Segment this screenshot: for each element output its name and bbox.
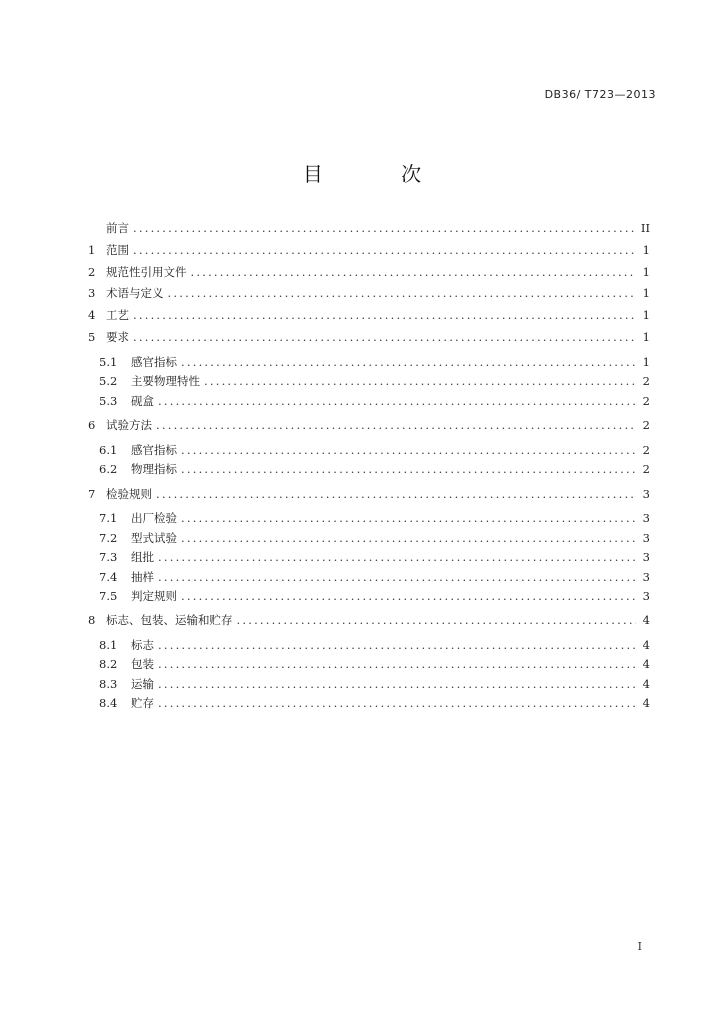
toc-entry-page: 2 [642, 374, 650, 389]
toc-entry-page: 2 [642, 442, 650, 457]
toc-entry-page: 2 [642, 417, 650, 432]
toc-entry-label: 物理指标 [131, 462, 177, 477]
toc-entry-label: 前言 [106, 221, 129, 235]
toc-entry-number: 6.1 [99, 442, 118, 457]
toc-entry-page: 4 [642, 696, 650, 711]
toc-leader-dots [237, 610, 637, 632]
toc-leader-dots [181, 509, 636, 528]
toc-entry-number: 7.2 [99, 530, 118, 545]
toc-entry-page: 1 [642, 354, 650, 369]
toc-entry[interactable] [88, 587, 650, 606]
toc-entry-page: 3 [642, 486, 650, 501]
toc-entry-label: 抽样 [131, 569, 154, 584]
toc-leader-dots [133, 240, 636, 262]
toc-entry-page: 4 [642, 676, 650, 691]
toc-entry-label: 感官指标 [131, 354, 177, 369]
toc-entry-label: 范围 [106, 242, 129, 257]
toc-entry[interactable] [88, 610, 650, 632]
toc-entry-label: 主要物理特性 [131, 374, 200, 389]
toc-entry-page: 3 [642, 550, 650, 565]
toc-entry-number: 6 [88, 417, 96, 432]
toc-entry-number: 8.1 [99, 638, 118, 653]
toc-leader-dots [133, 218, 636, 240]
toc-leader-dots [158, 675, 636, 694]
toc-entry-page: 4 [642, 613, 650, 628]
toc-entry[interactable] [88, 240, 650, 262]
toc-leader-dots [181, 353, 636, 372]
toc-entry-page: 1 [642, 308, 650, 323]
toc-leader-dots [133, 327, 636, 349]
toc-entry[interactable] [88, 548, 650, 567]
page-number: I [637, 940, 642, 953]
toc-leader-dots [133, 305, 636, 327]
toc-entry[interactable] [88, 415, 650, 437]
toc-leader-dots [156, 484, 636, 506]
toc-entry-label: 判定规则 [131, 588, 177, 603]
toc-entry-number: 1 [88, 242, 96, 257]
toc-entry-number: 5 [88, 329, 96, 344]
toc-leader-dots [158, 548, 636, 567]
toc-entry[interactable] [88, 460, 650, 479]
toc-entry-label: 组批 [131, 550, 154, 565]
toc-entry[interactable] [88, 694, 650, 713]
toc-leader-dots [158, 655, 636, 674]
toc-entry[interactable] [88, 283, 650, 305]
toc-title: 目 次 [302, 162, 458, 186]
toc-leader-dots [158, 568, 636, 587]
toc-entry[interactable] [88, 655, 650, 674]
toc-entry-number: 6.2 [99, 462, 118, 477]
toc-entry-label: 工艺 [106, 308, 129, 323]
toc-entry-page: 3 [642, 569, 650, 584]
toc-leader-dots [158, 694, 636, 713]
toc-entry-number: 7.1 [99, 511, 118, 526]
toc-leader-dots [156, 415, 636, 437]
toc-entry-page: 2 [642, 393, 650, 408]
toc-entry-page: 4 [642, 638, 650, 653]
toc-leader-dots [181, 460, 636, 479]
toc-leader-dots [204, 372, 636, 391]
toc-entry[interactable] [88, 529, 650, 548]
document-code: DB36/ T723—2013 [544, 88, 656, 101]
toc-entry-label: 运输 [131, 676, 154, 691]
toc-entry[interactable] [88, 218, 650, 240]
toc-entry[interactable] [88, 484, 650, 506]
toc-entry-label: 规范性引用文件 [106, 264, 187, 279]
toc-entry-number: 7.4 [99, 569, 118, 584]
toc-entry-page: 2 [642, 462, 650, 477]
toc-entry[interactable] [88, 636, 650, 655]
toc-entry-number: 8.2 [99, 657, 118, 672]
toc-entry-label: 检验规则 [106, 486, 152, 501]
toc-entry-number: 5.2 [99, 374, 118, 389]
toc-entry-label: 试验方法 [106, 417, 152, 432]
toc-entry-number: 7 [88, 486, 96, 501]
toc-entry-label: 包装 [131, 657, 154, 672]
toc-entry-label: 出厂检验 [131, 511, 177, 526]
toc-entry-number: 8.3 [99, 676, 118, 691]
toc-entry[interactable] [88, 305, 650, 327]
toc-leader-dots [181, 587, 636, 606]
toc-entry-number: 4 [88, 308, 96, 323]
toc-entry-label: 型式试验 [131, 530, 177, 545]
toc-entry-label: 砚盒 [131, 393, 154, 408]
toc-entry-page: 3 [642, 530, 650, 545]
toc-leader-dots [181, 529, 636, 548]
toc-entry-page: 1 [642, 264, 650, 279]
toc-entry-label: 标志 [131, 638, 154, 653]
toc-leader-dots [168, 283, 637, 305]
toc-entry-page: 3 [642, 588, 650, 603]
toc-entry-number: 2 [88, 264, 96, 279]
toc-entry[interactable] [88, 675, 650, 694]
toc-entry-page: 1 [642, 329, 650, 344]
toc-entry-label: 标志、包装、运输和贮存 [106, 613, 233, 628]
toc-leader-dots [191, 262, 637, 284]
toc-entry[interactable] [88, 327, 650, 349]
toc-entry-label: 要求 [106, 329, 129, 344]
toc-entry[interactable] [88, 568, 650, 587]
toc-entry-number: 7.3 [99, 550, 118, 565]
toc-entry[interactable] [88, 441, 650, 460]
toc-leader-dots [158, 392, 636, 411]
toc-leader-dots [181, 441, 636, 460]
toc-entry-page: 3 [642, 511, 650, 526]
toc-entry[interactable] [88, 353, 650, 372]
toc-entry-page: 4 [642, 657, 650, 672]
toc-entry-page: 1 [642, 242, 650, 257]
toc-entry-page: 1 [642, 286, 650, 301]
toc-entry[interactable] [88, 372, 650, 391]
toc-entry[interactable] [88, 262, 650, 284]
toc-entry-number: 7.5 [99, 588, 118, 603]
toc-entry-number: 3 [88, 286, 96, 301]
toc-entry-number: 8 [88, 613, 96, 628]
toc-entry-label: 贮存 [131, 696, 154, 711]
toc-entry-number: 8.4 [99, 696, 118, 711]
toc-leader-dots [158, 636, 636, 655]
toc-entry-page: II [640, 221, 650, 235]
toc-entry[interactable] [88, 509, 650, 528]
toc-entry[interactable] [88, 392, 650, 411]
toc-entry-label: 感官指标 [131, 442, 177, 457]
table-of-contents [88, 218, 650, 714]
toc-entry-number: 5.3 [99, 393, 118, 408]
toc-entry-label: 术语与定义 [106, 286, 164, 301]
toc-entry-number: 5.1 [99, 354, 118, 369]
